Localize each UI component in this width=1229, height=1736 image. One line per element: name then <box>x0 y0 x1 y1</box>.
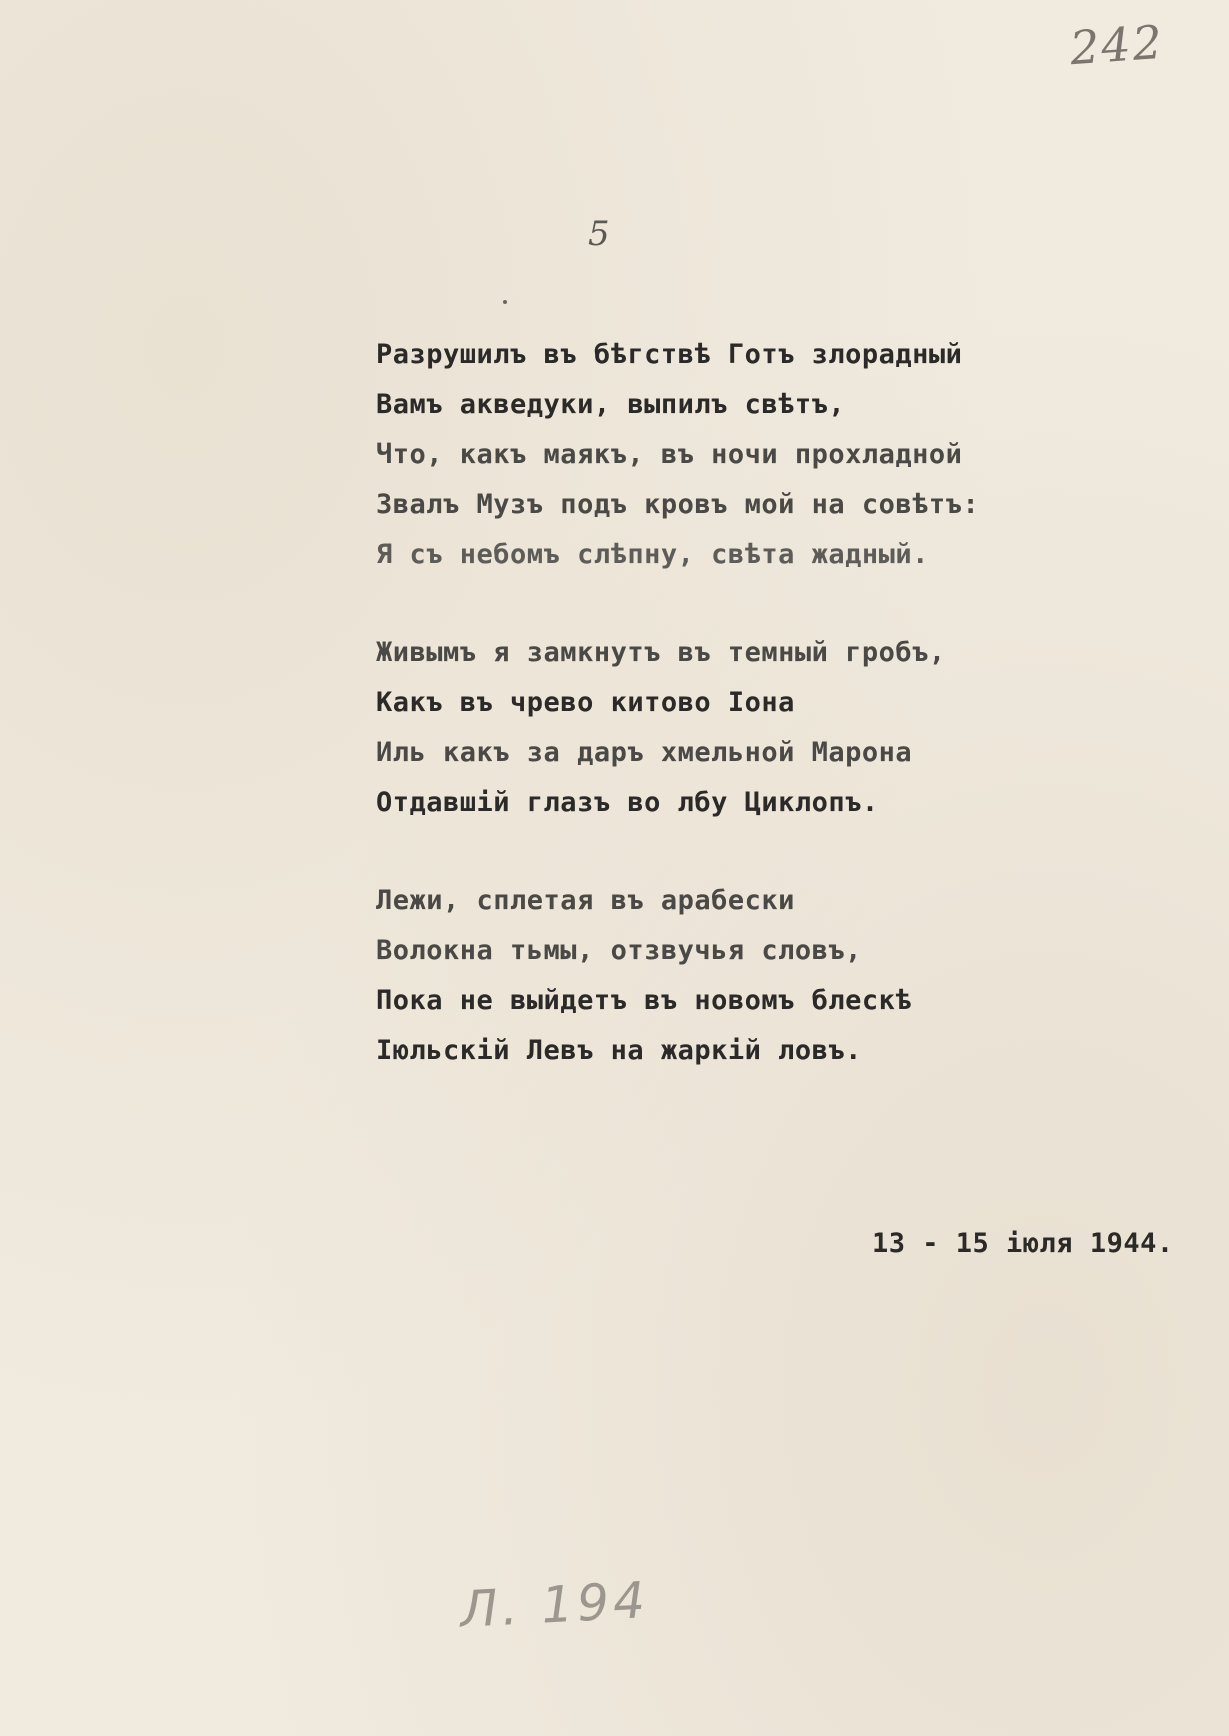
poem-line: Отдавшій глазъ во лбу Циклопъ. <box>376 787 879 818</box>
folio-mark: Л. 194 <box>458 1571 651 1639</box>
poem-line: Звалъ Музъ подъ кровъ мой на совѣтъ: <box>376 489 980 520</box>
poem-line: Лежи, сплетая въ арабески <box>376 885 795 916</box>
stanza-3 <box>376 876 1196 1076</box>
poem-line: Живымъ я замкнутъ въ темный гробъ, <box>376 637 946 668</box>
poem-line: Волокна тьмы, отзвучья словъ, <box>376 935 862 966</box>
poem-date: 13 - 15 іюля 1944. <box>872 1228 1174 1259</box>
stanza-1 <box>376 330 1196 580</box>
archive-page-number: 242 <box>1068 14 1166 76</box>
stanza-2 <box>376 628 1196 828</box>
poem-line: Какъ въ чрево китово Іона <box>376 687 795 718</box>
poem-line: Разрушилъ въ бѣгствѣ Готъ злорадный <box>376 339 963 370</box>
stanza-number: 5 <box>588 214 610 254</box>
poem-line: Іюльскій Левъ на жаркій ловъ. <box>376 1035 862 1066</box>
poem-line: Иль какъ за даръ хмельной Марона <box>376 737 913 768</box>
poem-line: Что, какъ маякъ, въ ночи прохладной <box>376 439 963 470</box>
poem-line: Я съ небомъ слѣпну, свѣта жадный. <box>376 539 929 570</box>
ink-dot <box>503 300 507 304</box>
poem-line: Вамъ акведуки, выпилъ свѣтъ, <box>376 389 846 420</box>
poem-body <box>376 330 1196 1076</box>
poem-line: Пока не выйдетъ въ новомъ блескѣ <box>376 985 913 1016</box>
